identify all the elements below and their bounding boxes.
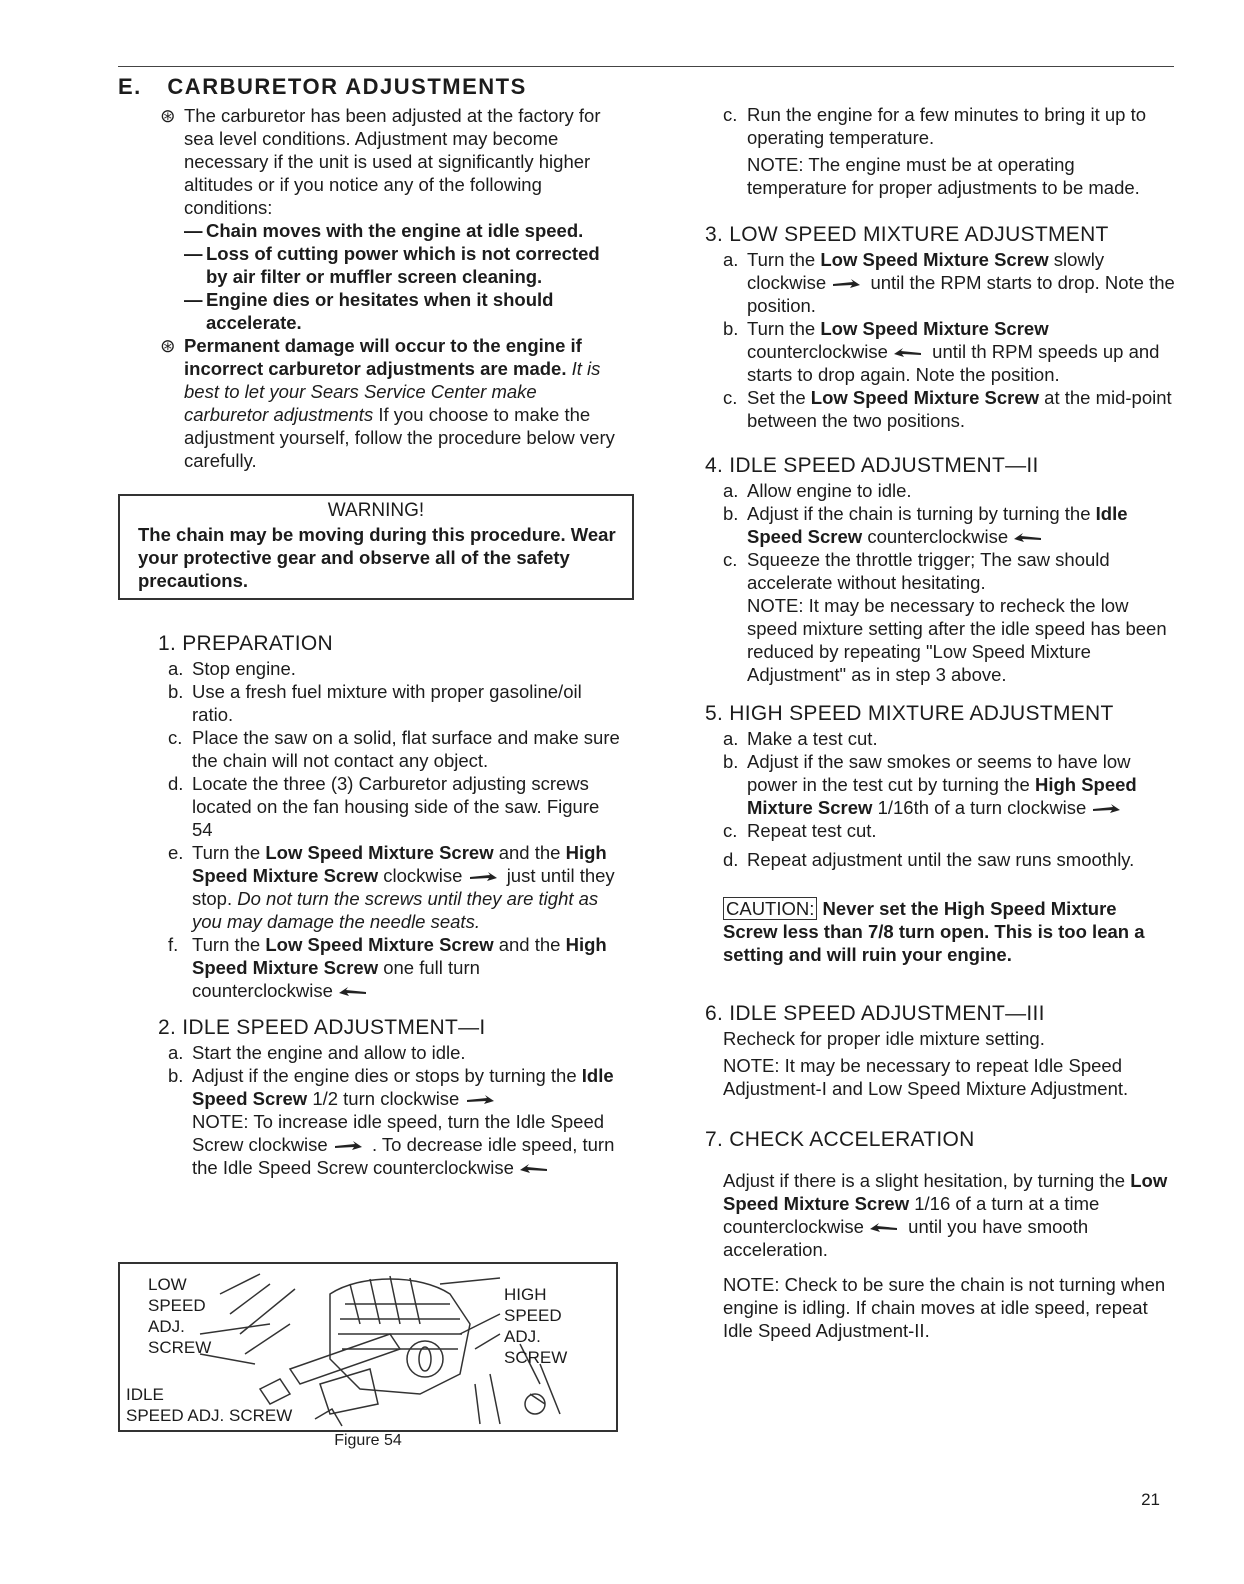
service-advice: It is best to let your Sears Service Center make carburetor adjustments	[184, 358, 601, 425]
note	[747, 594, 1175, 686]
list-item: e. Turn the Low Speed Mixture Screw and the High Speed Mixture Screw clockwise just until they stop. Do not turn the screws until they are tight as you may damage the needle seats.	[168, 842, 615, 932]
low-speed-screw-label: Low Speed Mixture Screw	[723, 1170, 1168, 1214]
idle-speed-1-heading: 2. IDLE SPEED ADJUSTMENT—I	[158, 1016, 486, 1039]
left-column	[140, 104, 620, 472]
text-span: until th RPM speeds up and starts to drop again. Note the position.	[747, 341, 1160, 385]
preparation-heading: 1. PREPARATION	[158, 632, 333, 655]
clockwise-arrow-icon	[333, 1140, 367, 1152]
figure-caption: Figure 54	[334, 1432, 402, 1449]
text-span: Turn the	[747, 249, 816, 270]
label-line: SPEED	[148, 1296, 206, 1315]
text-span: Turn the	[747, 318, 816, 339]
condition-item: — Chain moves with the engine at idle speed.	[184, 220, 584, 241]
top-rule	[118, 66, 1174, 67]
condition-text: Loss of cutting power which is not corrected by air filter or muffler screen cleaning.	[206, 243, 600, 287]
idle-speed-2-heading: 4. IDLE SPEED ADJUSTMENT—II	[705, 454, 1039, 477]
list-item: b. Use a fresh fuel mixture with proper gasoline/oil ratio.	[168, 681, 582, 725]
warning-text: The chain may be moving during this procedure. Wear your protective gear and observe all of the safety precautions.	[138, 524, 616, 591]
text-span: at the mid-point between the two positions.	[747, 387, 1172, 431]
text-span: one full turn counterclockwise	[192, 957, 480, 1001]
list-item: b. Adjust if the saw smokes or seems to have low power in the test cut by turning the High Speed Mixture Screw 1/16th of a turn clockwise	[723, 751, 1137, 818]
text-span: and the	[498, 934, 561, 955]
low-speed-screw-label: Low Speed Mixture Screw	[265, 842, 494, 863]
caution-label: CAUTION:	[723, 897, 817, 920]
label-line: LOW	[148, 1275, 187, 1294]
list-item: c. Repeat test cut.	[723, 820, 877, 841]
text-span: 1/16 of a turn at a time counterclockwise	[723, 1193, 1100, 1237]
list-item-text: Locate the three (3) Carburetor adjusting screws located on the fan housing side of the saw. Figure 54	[192, 773, 600, 840]
list-item: b. Turn the Low Speed Mixture Screw counterclockwise until th RPM speeds up and starts to drop again. Note the position.	[723, 318, 1160, 385]
acceleration-heading: 7. CHECK ACCELERATION	[705, 1128, 975, 1151]
note-label: NOTE:	[723, 1274, 780, 1295]
acceleration-paragraph	[723, 1169, 1175, 1261]
caution-text: Never set the High Speed Mixture Screw less than 7/8 turn open. This is too lean a setting and will ruin your engine.	[723, 898, 1145, 965]
list-item: b. Adjust if the engine dies or stops by turning the Idle Speed Screw 1/2 turn clockwise	[168, 1065, 614, 1109]
left-column-steps	[140, 618, 620, 1179]
procedure-advice: If you choose to make the adjustment yourself, follow the procedure below very carefully.	[184, 404, 615, 471]
label-line: ADJ.	[504, 1327, 541, 1346]
damage-paragraph	[160, 334, 620, 472]
counterclockwise-arrow-icon	[893, 347, 927, 359]
text-span: clockwise	[383, 865, 463, 886]
list-item-text: Stop engine.	[192, 658, 296, 679]
clockwise-arrow-icon	[1091, 803, 1125, 815]
low-speed-screw-label: Low Speed Mixture Screw	[265, 934, 494, 955]
list-item: a. Stop engine.	[168, 658, 296, 679]
note-text: To increase idle speed, turn the Idle Speed Screw clockwise	[192, 1111, 605, 1155]
low-speed-screw-label: Low Speed Mixture Screw	[820, 249, 1049, 270]
clockwise-arrow-icon	[468, 871, 502, 883]
text-span: Adjust if there is a slight hesitation, by turning the	[723, 1170, 1126, 1191]
condition-text: Engine dies or hesitates when it should accelerate.	[206, 289, 554, 333]
text-span: 1/16th of a turn clockwise	[877, 797, 1087, 818]
list-item: a. Make a test cut.	[723, 728, 878, 749]
clockwise-arrow-icon	[465, 1094, 499, 1106]
note-label: NOTE:	[747, 154, 804, 175]
idle-speed-screw-label: Idle Speed Screw	[747, 503, 1128, 547]
figure-label-high	[504, 1284, 567, 1368]
idle-speed-3-heading: 6. IDLE SPEED ADJUSTMENT—III	[705, 1002, 1045, 1025]
note-label: NOTE:	[192, 1111, 249, 1132]
note-label: NOTE:	[723, 1055, 780, 1076]
note	[723, 1273, 1175, 1342]
low-speed-screw-label: Low Speed Mixture Screw	[820, 318, 1049, 339]
bullet-icon: ⊛	[160, 105, 176, 126]
warning-title: WARNING!	[327, 500, 425, 521]
section-title-text: CARBURETOR ADJUSTMENTS	[167, 74, 527, 99]
note	[723, 1054, 1175, 1100]
bullet-icon: ⊛	[160, 335, 176, 356]
intro-text: The carburetor has been adjusted at the factory for sea level conditions. Adjustment may become necessary if the unit is used at significantly higher altitudes or if you notice any of the following conditions:	[184, 105, 601, 218]
text-span: 1/2 turn clockwise	[312, 1088, 460, 1109]
list-item: c. Squeeze the throttle trigger; The saw should accelerate without hesitating.	[723, 549, 1110, 593]
list-item-text: Use a fresh fuel mixture with proper gasoline/oil ratio.	[192, 681, 582, 725]
condition-item: — Engine dies or hesitates when it should accelerate.	[184, 289, 554, 333]
caution-italic: Do not turn the screws until they are tight as you may damage the needle seats.	[192, 888, 599, 932]
low-speed-screw-label: Low Speed Mixture Screw	[810, 387, 1040, 408]
text-span: Adjust if the chain is turning by turning the	[747, 503, 1091, 524]
text-span: just until they stop.	[192, 865, 615, 909]
page-number: 21	[1141, 1490, 1160, 1509]
list-item: a. Allow engine to idle.	[723, 480, 912, 501]
list-item: d. Repeat adjustment until the saw runs smoothly.	[723, 849, 1135, 870]
list-item-text: Start the engine and allow to idle.	[192, 1042, 466, 1063]
figure-label-idle	[126, 1384, 292, 1426]
label-line: IDLE	[126, 1385, 164, 1404]
list-item: d. Locate the three (3) Carburetor adjusting screws located on the fan housing side of the saw. Figure 54	[168, 773, 600, 840]
caution-paragraph	[723, 897, 1175, 966]
low-speed-heading: 3. LOW SPEED MIXTURE ADJUSTMENT	[705, 223, 1109, 246]
section-letter: E.	[118, 74, 142, 99]
note-text: . To decrease idle speed, turn the Idle Speed Screw counterclockwise	[192, 1134, 615, 1178]
text-span: Set the	[747, 387, 806, 408]
list-item: c. Run the engine for a few minutes to bring it up to operating temperature.	[723, 104, 1147, 148]
list-item: a. Turn the Low Speed Mixture Screw slowly clockwise until the RPM starts to drop. Note the position.	[723, 249, 1175, 316]
warning-box	[118, 494, 634, 600]
note-text: The engine must be at operating temperature for proper adjustments to be made.	[747, 154, 1140, 198]
damage-warning: Permanent damage will occur to the engine if incorrect carburetor adjustments are made.	[184, 335, 582, 379]
label-line: HIGH	[504, 1285, 547, 1304]
list-item-text: Make a test cut.	[747, 728, 878, 749]
label-line: SPEED	[504, 1306, 562, 1325]
list-item: c. Set the Low Speed Mixture Screw at the mid-point between the two positions.	[723, 387, 1172, 431]
clockwise-arrow-icon	[831, 278, 865, 290]
text-span: counterclockwise	[867, 526, 1009, 547]
label-line: SCREW	[148, 1338, 212, 1357]
label-line: SCREW	[504, 1348, 568, 1367]
idle-speed-screw-label: Idle Speed Screw	[192, 1065, 614, 1109]
counterclockwise-arrow-icon	[338, 986, 372, 998]
text-span: slowly clockwise	[747, 249, 1105, 293]
idle-3-text: Recheck for proper idle mixture setting.	[723, 1028, 1045, 1049]
list-item-text: Repeat adjustment until the saw runs smoothly.	[747, 849, 1135, 870]
text-span: until you have smooth acceleration.	[723, 1216, 1089, 1260]
list-item: b. Adjust if the chain is turning by turning the Idle Speed Screw counterclockwise	[723, 503, 1128, 547]
right-column	[705, 103, 1175, 1342]
list-item-text: Run the engine for a few minutes to bring it up to operating temperature.	[747, 104, 1147, 148]
list-item-text: Allow engine to idle.	[747, 480, 912, 501]
condition-item: — Loss of cutting power which is not corrected by air filter or muffler screen cleaning.	[184, 243, 600, 287]
note	[747, 153, 1175, 199]
list-item-text: Repeat test cut.	[747, 820, 877, 841]
intro-paragraph	[160, 104, 620, 219]
high-speed-screw-label: High Speed Mixture Screw	[747, 774, 1137, 818]
text-span: Adjust if the saw smokes or seems to have low power in the test cut by turning the	[747, 751, 1131, 795]
text-span: counterclockwise	[747, 341, 888, 362]
list-item-text: Squeeze the throttle trigger; The saw should accelerate without hesitating.	[747, 549, 1110, 593]
label-line: SPEED ADJ. SCREW	[126, 1406, 293, 1425]
high-speed-heading: 5. HIGH SPEED MIXTURE ADJUSTMENT	[705, 702, 1114, 725]
counterclockwise-arrow-icon	[1013, 532, 1047, 544]
list-item: c. Place the saw on a solid, flat surface and make sure the chain will not contact any object.	[168, 727, 620, 771]
counterclockwise-arrow-icon	[869, 1222, 903, 1234]
note-text: Check to be sure the chain is not turning when engine is idling. If chain moves at idle speed, repeat Idle Speed Adjustment-II.	[723, 1274, 1166, 1341]
figure-54	[118, 1262, 618, 1432]
note-text: It may be necessary to recheck the low speed mixture setting after the idle speed has been reduced by repeating "Low Speed Mixture Adjustment" as in step 3 above.	[747, 595, 1167, 685]
note-text: It may be necessary to repeat Idle Speed Adjustment-I and Low Speed Mixture Adjustment.	[723, 1055, 1129, 1099]
text-span: Adjust if the engine dies or stops by turning the	[192, 1065, 577, 1086]
text-span: Turn the	[192, 934, 261, 955]
high-speed-screw-label: High Speed Mixture Screw	[192, 842, 607, 886]
high-speed-screw-label: High Speed Mixture Screw	[192, 934, 607, 978]
condition-text: Chain moves with the engine at idle speed.	[206, 220, 584, 241]
list-item-text: Place the saw on a solid, flat surface and make sure the chain will not contact any object.	[192, 727, 620, 771]
text-span: and the	[498, 842, 561, 863]
section-title	[118, 74, 527, 100]
note	[192, 1110, 620, 1179]
note-label: NOTE:	[747, 595, 804, 616]
counterclockwise-arrow-icon	[519, 1163, 553, 1175]
list-item: a. Start the engine and allow to idle.	[168, 1042, 466, 1063]
figure-label-low	[148, 1274, 211, 1358]
text-span: Turn the	[192, 842, 261, 863]
text-span: until the RPM starts to drop. Note the position.	[747, 272, 1175, 316]
list-item: f. Turn the Low Speed Mixture Screw and the High Speed Mixture Screw one full turn counterclockwise	[168, 934, 607, 1001]
label-line: ADJ.	[148, 1317, 185, 1336]
